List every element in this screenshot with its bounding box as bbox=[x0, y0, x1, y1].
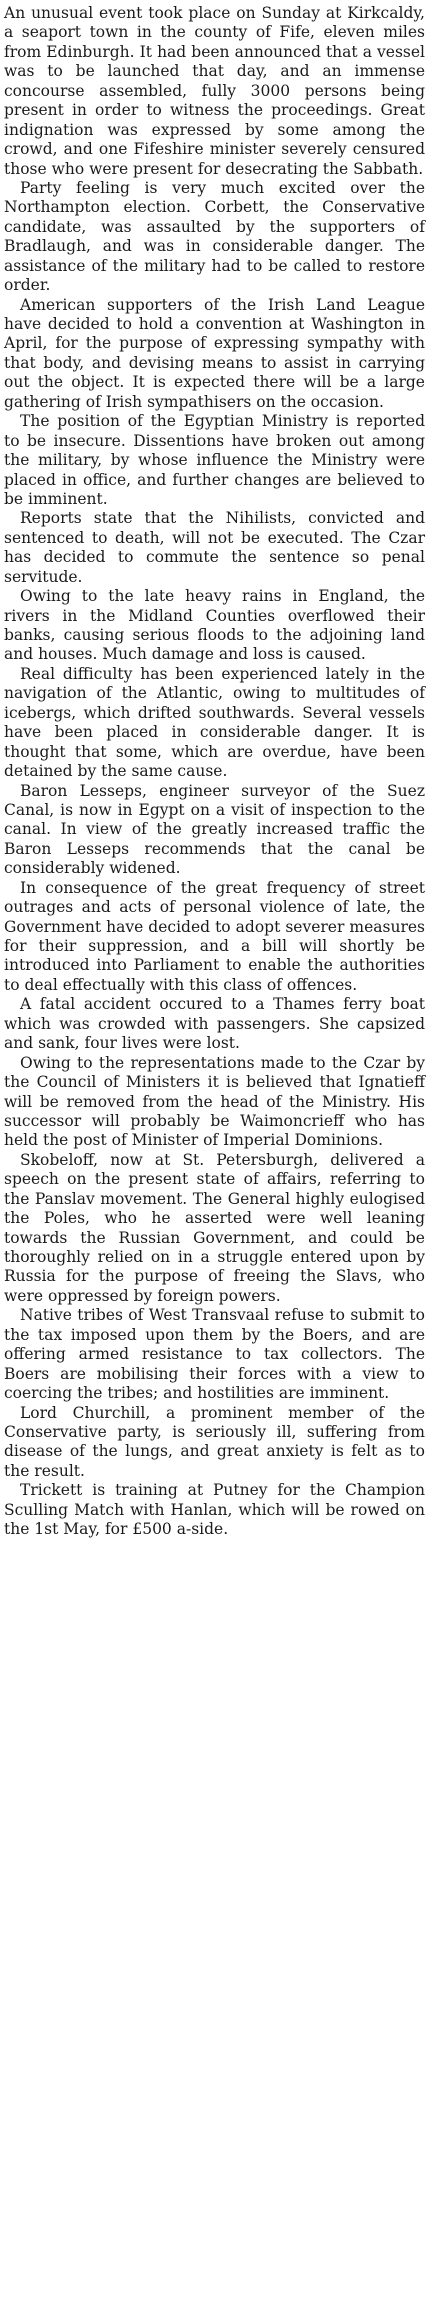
paragraph-egyptian-ministry: The position of the Egyptian Ministry is reported to be insecure. Dissentions have broken out among the military, by whose influence the Ministry were placed in office, and further changes are believed to be imminent. bbox=[4, 412, 425, 508]
paragraph-skobeloff: Skobeloff, now at St. Petersburgh, delivered a speech on the present state of affairs, referring to the Panslav movement. The General highly eulogised the Poles, who he asserted were well leaning towards the Russian Government, and could be thoroughly relied on in a struggle entered upon by Russia for the purpose of freeing the Slavs, who were oppressed by foreign powers. bbox=[4, 1150, 425, 1305]
paragraph-czar-ministers: Owing to the representations made to the Czar by the Council of Ministers it is believed that Ignatieff will be removed from the head of the Ministry. His successor will probably be Waimoncrieff who has held the post of Minister of Imperial Dominions. bbox=[4, 1053, 425, 1150]
paragraph-england-floods: Owing to the late heavy rains in England, the rivers in the Midland Counties overflowed their banks, causing serious floods to the adjoining land and houses. Much damage and loss is caused. bbox=[4, 587, 425, 664]
paragraph-kirkcaldy-launch: An unusual event took place on Sunday at Kirkcaldy, a seaport town in the county of Fife, eleven miles from Edinburgh. It had been announced that a vessel was to be launched that day, and an immense concourse assembled, fully 3000 persons being present in order to witness the proceedings. Great indignation was expressed by some among the crowd, and one Fifeshire minister severely censured those who were present for desecrating the Sabbath. bbox=[4, 4, 425, 178]
paragraph-irish-land-league: American supporters of the Irish Land League have decided to hold a convention at Washington in April, for the purpose of expressing sympathy with that body, and devising means to assist in carrying out the object. It is expected there will be a large gathering of Irish sympathisers on the occasion. bbox=[4, 295, 425, 411]
paragraph-suez-canal: Baron Lesseps, engineer surveyor of the Suez Canal, is now in Egypt on a visit of inspection to the canal. In view of the greatly increased traffic the Baron Lesseps recommends that the canal be considerably widened. bbox=[4, 781, 425, 878]
newspaper-column bbox=[4, 4, 425, 2304]
paragraph-thames-ferry: A fatal accident occured to a Thames ferry boat which was crowded with passengers. She capsized and sank, four lives were lost. bbox=[4, 995, 425, 1053]
paragraph-trickett-sculling: Trickett is training at Putney for the Champion Sculling Match with Hanlan, which will be rowed on the 1st May, for £500 a-side. bbox=[4, 1481, 425, 1539]
paragraph-street-outrages: In consequence of the great frequency of street outrages and acts of personal violence of late, the Government have decided to adopt severer measures for their suppression, and a bill will shortly be introduced into Parliament to enable the authorities to deal effectually with this class of offences. bbox=[4, 878, 425, 994]
paragraph-northampton-election: Party feeling is very much excited over the Northampton election. Corbett, the Conservative candidate, was assaulted by the supporters of Bradlaugh, and was in considerable danger. The assistance of the military had to be called to restore order. bbox=[4, 178, 425, 295]
paragraph-atlantic-icebergs: Real difficulty has been experienced lately in the navigation of the Atlantic, owing to multitudes of icebergs, which drifted southwards. Several vessels have been placed in considerable danger. It is thought that some, which are overdue, have been detained by the same cause. bbox=[4, 664, 425, 781]
paragraph-nihilists: Reports state that the Nihilists, convicted and sentenced to death, will not be executed. The Czar has decided to commute the sentence so penal servitude. bbox=[4, 509, 425, 586]
paragraph-transvaal: Native tribes of West Transvaal refuse to submit to the tax imposed upon them by the Boers, and are offering armed resistance to tax collectors. The Boers are mobilising their forces with a view to coercing the tribes; and hostilities are imminent. bbox=[4, 1306, 425, 1403]
paragraph-lord-churchill: Lord Churchill, a prominent member of the Conservative party, is seriously ill, suffering from disease of the lungs, and great anxiety is felt as to the result. bbox=[4, 1403, 425, 1480]
